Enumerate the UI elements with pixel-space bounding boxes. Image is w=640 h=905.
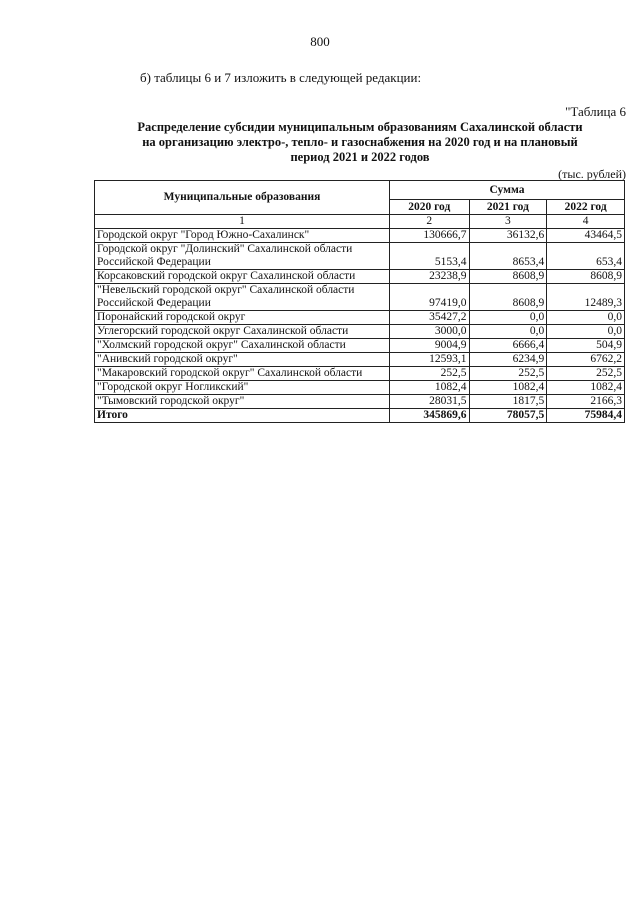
table-row <box>95 270 625 284</box>
value-2021: 252,5 <box>469 367 547 381</box>
value-2022: 1082,4 <box>547 381 625 395</box>
header-year-2021: 2021 год <box>469 200 547 215</box>
value-2021: 6666,4 <box>469 339 547 353</box>
table-row <box>95 325 625 339</box>
value-2021: 1817,5 <box>469 395 547 409</box>
value-2021: 36132,6 <box>469 229 547 243</box>
municipality-name: "Тымовский городской округ" <box>95 395 390 409</box>
municipality-name: Городской округ "Долинский" Сахалинской области Российской Федерации <box>95 243 390 270</box>
value-2021: 0,0 <box>469 325 547 339</box>
intro-text: б) таблицы 6 и 7 изложить в следующей редакции: <box>140 70 422 85</box>
municipality-name: "Анивский городской округ" <box>95 353 390 367</box>
value-2021: 1082,4 <box>469 381 547 395</box>
table-row <box>95 243 625 270</box>
total-row <box>95 409 625 423</box>
table-row <box>95 284 625 311</box>
value-2022: 252,5 <box>547 367 625 381</box>
table-row <box>95 395 625 409</box>
table-title <box>100 120 620 165</box>
value-2020: 1082,4 <box>390 381 470 395</box>
table-body <box>95 229 625 423</box>
municipality-name: "Холмский городской округ" Сахалинской области <box>95 339 390 353</box>
total-2021: 78057,5 <box>469 409 547 423</box>
value-2022: 2166,3 <box>547 395 625 409</box>
page-number: 800 <box>310 34 330 49</box>
value-2021: 6234,9 <box>469 353 547 367</box>
table-row <box>95 381 625 395</box>
value-2021: 0,0 <box>469 311 547 325</box>
value-2020: 28031,5 <box>390 395 470 409</box>
total-2022: 75984,4 <box>547 409 625 423</box>
municipality-name: Корсаковский городской округ Сахалинской области <box>95 270 390 284</box>
value-2020: 35427,2 <box>390 311 470 325</box>
units-label: (тыс. рублей) <box>558 167 626 181</box>
value-2021: 8608,9 <box>469 270 547 284</box>
value-2020: 23238,9 <box>390 270 470 284</box>
value-2021: 8653,4 <box>469 243 547 270</box>
value-2022: 8608,9 <box>547 270 625 284</box>
table-row <box>95 229 625 243</box>
subsidy-table <box>94 180 625 423</box>
total-2020: 345869,6 <box>390 409 470 423</box>
header-municipalities: Муниципальные образования <box>95 181 390 215</box>
municipality-name: "Макаровский городской округ" Сахалинской области <box>95 367 390 381</box>
value-2020: 9004,9 <box>390 339 470 353</box>
table-row <box>95 311 625 325</box>
total-label: Итого <box>95 409 390 423</box>
header-sum: Сумма <box>390 181 625 200</box>
value-2022: 504,9 <box>547 339 625 353</box>
table-row <box>95 353 625 367</box>
value-2020: 130666,7 <box>390 229 470 243</box>
value-2020: 3000,0 <box>390 325 470 339</box>
municipality-name: Поронайский городской округ <box>95 311 390 325</box>
value-2022: 43464,5 <box>547 229 625 243</box>
value-2020: 97419,0 <box>390 284 470 311</box>
column-number: 3 <box>469 215 547 229</box>
value-2022: 0,0 <box>547 311 625 325</box>
table-title-line: на организацию электро-, тепло- и газоснабжения на 2020 год и на плановый <box>142 135 578 149</box>
value-2020: 252,5 <box>390 367 470 381</box>
value-2022: 6762,2 <box>547 353 625 367</box>
value-2021: 8608,9 <box>469 284 547 311</box>
header-year-2020: 2020 год <box>390 200 470 215</box>
table-reference: "Таблица 6 <box>565 104 626 119</box>
municipality-name: "Невельский городской округ" Сахалинской области Российской Федерации <box>95 284 390 311</box>
table-title-line: Распределение субсидии муниципальным образованиям Сахалинской области <box>137 120 583 134</box>
municipality-name: Углегорский городской округ Сахалинской области <box>95 325 390 339</box>
value-2022: 12489,3 <box>547 284 625 311</box>
municipality-name: "Городской округ Ногликский" <box>95 381 390 395</box>
value-2022: 653,4 <box>547 243 625 270</box>
table-title-line: период 2021 и 2022 годов <box>290 150 430 164</box>
value-2020: 12593,1 <box>390 353 470 367</box>
municipality-name: Городской округ "Город Южно-Сахалинск" <box>95 229 390 243</box>
value-2020: 5153,4 <box>390 243 470 270</box>
value-2022: 0,0 <box>547 325 625 339</box>
table-row <box>95 339 625 353</box>
column-number: 4 <box>547 215 625 229</box>
header-year-2022: 2022 год <box>547 200 625 215</box>
table-row <box>95 367 625 381</box>
column-number: 1 <box>95 215 390 229</box>
column-number: 2 <box>390 215 470 229</box>
